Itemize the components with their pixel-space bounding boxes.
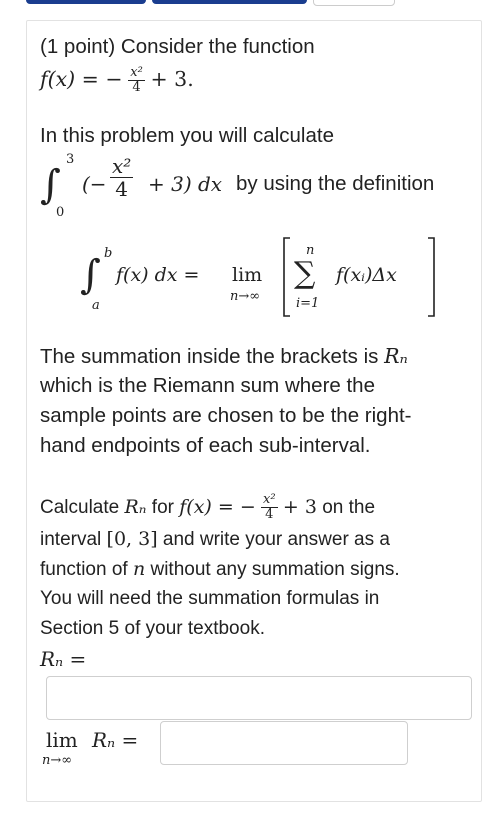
para2-line2: interval [0, 3] and write your answer as a [40, 528, 390, 550]
para1-line4: hand endpoints of each sub-interval. [40, 434, 371, 457]
top-tab-2[interactable] [152, 0, 307, 4]
definition-upper: b [104, 246, 113, 261]
integral-suffix: by using the definition [236, 172, 435, 195]
function-definition: f(x) = − $\frac{\text{x²}}{4}$ + 3. [40, 64, 194, 96]
definition-integrand: f(x) dx = [116, 264, 200, 286]
integral-tail: + 3) dx [148, 172, 223, 196]
rn-symbol: Rₙ [384, 344, 408, 368]
para2-line3: function of n without any summation signs. [40, 558, 400, 580]
limit-answer-input[interactable] [160, 721, 408, 765]
definition-lim-under: n→∞ [230, 289, 261, 304]
sum-body: f(xᵢ)Δx [336, 264, 397, 286]
para2-line4: You will need the summation formulas in [40, 588, 380, 609]
integral-upper: 3 [66, 152, 75, 167]
top-tab-1[interactable] [26, 0, 146, 4]
sum-upper: n [306, 243, 315, 258]
integral-sign: ∫ [40, 162, 61, 208]
para2-line5: Section 5 of your textbook. [40, 618, 265, 639]
para1-line1: The summation inside the brackets is Rₙ [40, 344, 408, 368]
integral-fraction: $\frac{\text{x²}}{4}$ [112, 154, 132, 201]
integral-lower: 0 [56, 205, 65, 220]
rn-answer-input[interactable] [46, 676, 472, 720]
para2-line1: Calculate Rₙ for f(x) = − $\frac{\text{x²}}{4}$ + 3 on the [40, 492, 376, 523]
integral-open: (− [82, 172, 107, 196]
calc-intro: In this problem you will calculate [40, 124, 334, 147]
sum-sigma: ∑ [294, 256, 316, 291]
interval: [0, 3] [106, 528, 158, 550]
definition-integral-sign: ∫ [80, 252, 101, 298]
para1-line2: which is the Riemann sum where the [40, 374, 375, 397]
top-tab-3[interactable] [313, 0, 395, 6]
problem-intro: (1 point) Consider the function [40, 35, 315, 58]
definition-lower: a [92, 298, 100, 313]
para1-line3: sample points are chosen to be the right- [40, 404, 412, 427]
definition-lim: lim [232, 264, 263, 286]
rn-answer-label: Rₙ = [40, 647, 87, 671]
function-fraction: $\frac{\text{x²}}{4}$ [130, 64, 143, 96]
sum-lower: i=1 [296, 296, 320, 311]
